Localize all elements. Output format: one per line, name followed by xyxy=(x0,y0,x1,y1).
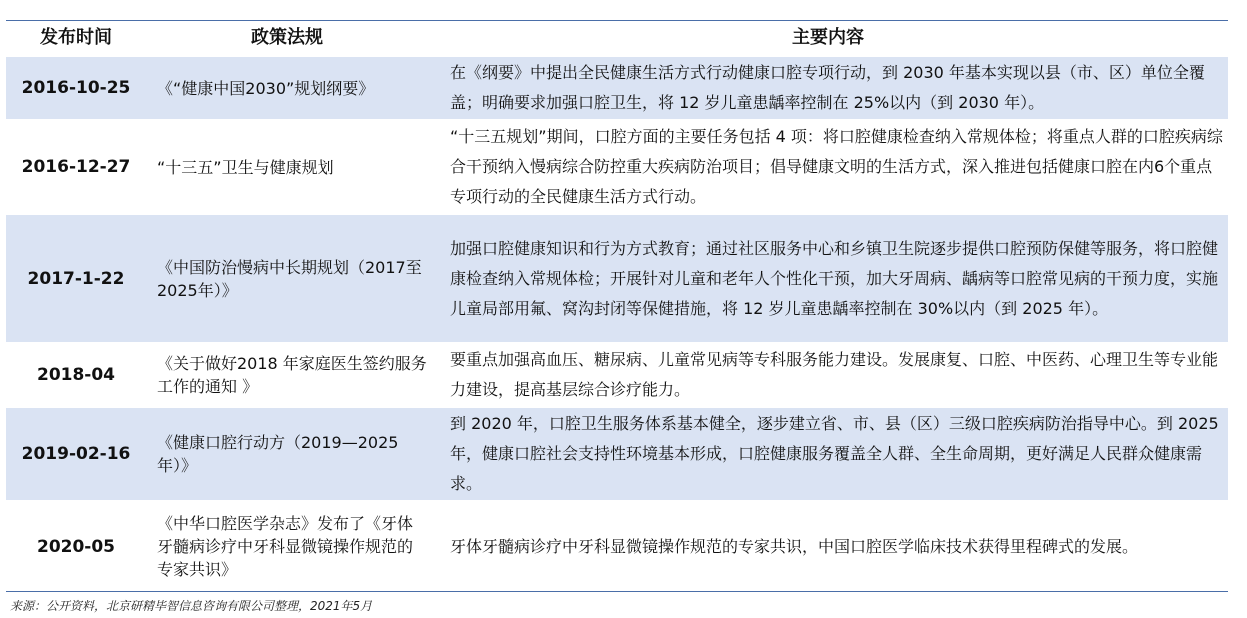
table-row xyxy=(6,406,1228,500)
header-policy: 政策法规 xyxy=(251,27,323,48)
table-row xyxy=(6,119,1228,213)
row-date: 2017-1-22 xyxy=(27,268,125,289)
row-date: 2019-02-16 xyxy=(21,444,131,464)
header-date: 发布时间 xyxy=(40,27,112,48)
table-row xyxy=(6,500,1228,591)
table-row xyxy=(6,213,1228,342)
row-policy: 《中华口腔医学杂志》发布了《牙体牙髓病诊疗中牙科显微镜操作规范的专家共识》 xyxy=(157,514,414,579)
table-row xyxy=(6,55,1228,119)
table-header xyxy=(6,21,1228,55)
row-content: 到 2020 年，口腔卫生服务体系基本健全，逐步建立省、市、县（区）三级口腔疾病防治指导中心。到 2025 年，健康口腔社会支持性环境基本形成，口腔健康服务覆盖全人群、全生命周期，更好满足人民群众健康需求。 xyxy=(450,414,1219,493)
row-date: 2016-10-25 xyxy=(21,78,131,98)
source-note: 来源：公开资料，北京研精毕智信息咨询有限公司整理，2021年5月 xyxy=(10,599,373,613)
row-policy: 《“健康中国2030”规划纲要》 xyxy=(157,78,375,98)
row-date: 2018-04 xyxy=(36,365,116,385)
row-policy: 《健康口腔行动方（2019—2025年）》 xyxy=(157,433,399,475)
policy-table xyxy=(6,20,1228,592)
row-policy: 《中国防治慢病中长期规划（2017至 2025年）》 xyxy=(157,257,422,300)
row-policy: 《关于做好2018 年家庭医生签约服务工作的通知 》 xyxy=(157,354,427,396)
row-date: 2016-12-27 xyxy=(21,157,131,177)
row-content: 加强口腔健康知识和行为方式教育；通过社区服务中心和乡镇卫生院逐步提供口腔预防保健等服务，将口腔健康检查纳入常规体检；开展针对儿童和老年人个性化干预，加大牙周病、龋病等口腔常见病的干预力度，实施儿童局部用氟、窝沟封闭等保健措施，将 12 岁儿童患龋率控制在 30%以内（到 2025 年）。 xyxy=(450,238,1219,318)
header-content: 主要内容 xyxy=(792,27,864,48)
row-date: 2020-05 xyxy=(36,536,116,557)
row-content: “十三五规划”期间，口腔方面的主要任务包括 4 项：将口腔健康检查纳入常规体检；将重点人群的口腔疾病综合干预纳入慢病综合防控重大疾病防治项目；倡导健康文明的生活方式，深入推进包括健康口腔在内6个重点专项行动的全民健康生活方式行动。 xyxy=(450,127,1223,206)
table-row xyxy=(6,342,1228,406)
row-policy: “十三五”卫生与健康规划 xyxy=(157,157,334,177)
row-content: 要重点加强高血压、糖尿病、儿童常见病等专科服务能力建设。发展康复、口腔、中医药、心理卫生等专业能力建设，提高基层综合诊疗能力。 xyxy=(450,350,1219,399)
row-content: 在《纲要》中提出全民健康生活方式行动健康口腔专项行动，到 2030 年基本实现以县（市、区）单位全覆盖；明确要求加强口腔卫生，将 12 岁儿童患龋率控制在 25%以内（到 2030 年）。 xyxy=(450,63,1205,112)
row-content: 牙体牙髓病诊疗中牙科显微镜操作规范的专家共识，中国口腔医学临床技术获得里程碑式的发展。 xyxy=(450,536,1139,556)
